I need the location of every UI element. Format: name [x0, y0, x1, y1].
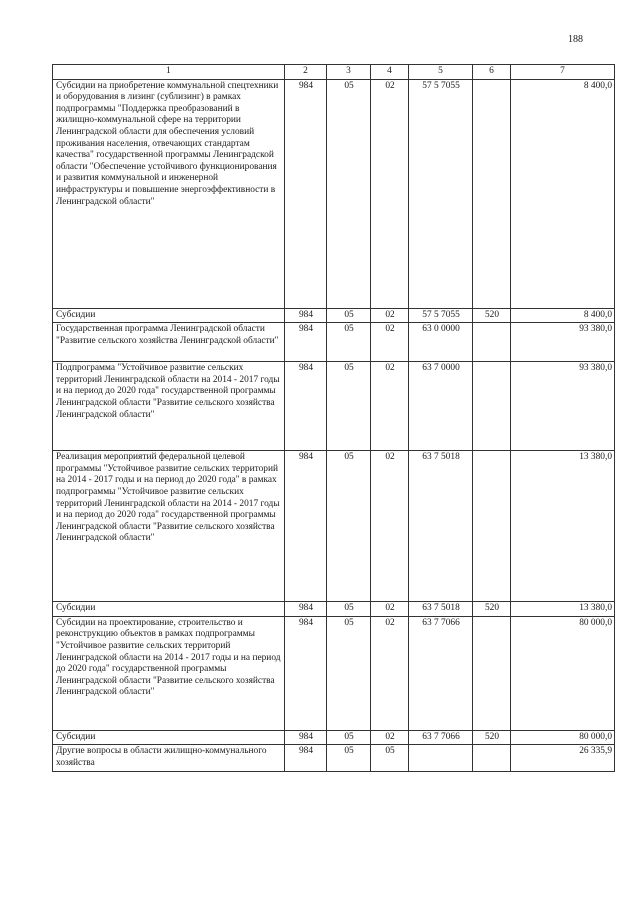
subsection-cell: 02 — [371, 323, 409, 362]
amount-cell: 93 380,0 — [511, 362, 615, 451]
header-col-6: 6 — [473, 65, 511, 80]
grbs-cell: 984 — [285, 451, 327, 602]
subsection-cell: 02 — [371, 362, 409, 451]
subsection-cell: 02 — [371, 451, 409, 602]
header-row — [53, 65, 615, 80]
section-cell: 05 — [327, 451, 371, 602]
target-item-cell: 63 7 0000 — [409, 362, 473, 451]
section-cell: 05 — [327, 616, 371, 730]
grbs-cell: 984 — [285, 602, 327, 617]
header-col-4: 4 — [371, 65, 409, 80]
amount-cell: 8 400,0 — [511, 308, 615, 323]
subsection-cell: 02 — [371, 602, 409, 617]
table-row — [53, 308, 615, 323]
expense-type-cell — [473, 323, 511, 362]
section-cell: 05 — [327, 79, 371, 308]
amount-cell: 13 380,0 — [511, 451, 615, 602]
header-col-5: 5 — [409, 65, 473, 80]
target-item-cell: 57 5 7055 — [409, 79, 473, 308]
target-item-cell — [409, 745, 473, 771]
table-row — [53, 79, 615, 308]
section-cell: 05 — [327, 602, 371, 617]
grbs-cell: 984 — [285, 79, 327, 308]
header-col-3: 3 — [327, 65, 371, 80]
grbs-cell: 984 — [285, 362, 327, 451]
expense-type-cell — [473, 79, 511, 308]
row-name-cell: Государственная программа Ленинградской области "Развитие сельского хозяйства Ленинградской области" — [53, 323, 285, 362]
row-name-cell: Субсидии на приобретение коммунальной спецтехники и оборудования в лизинг (сублизинг) в рамках подпрограммы "Поддержка преобразований в жилищно-коммунальной сфере на территории Ленинградской области для обеспечения условий проживания населения, отвечающих стандартам качества" государственной программы Ленинградской области "Обеспечение устойчивого функционирования и развития коммунальной и инженерной инфраструктуры и повышение энергоэффективности в Ленинградской области" — [53, 79, 285, 308]
row-name-cell: Субсидии — [53, 730, 285, 745]
section-cell: 05 — [327, 745, 371, 771]
expense-type-cell — [473, 362, 511, 451]
table-row — [53, 616, 615, 730]
budget-table — [52, 64, 615, 772]
amount-cell: 80 000,0 — [511, 730, 615, 745]
expense-type-cell: 520 — [473, 602, 511, 617]
grbs-cell: 984 — [285, 323, 327, 362]
amount-cell: 80 000,0 — [511, 616, 615, 730]
table-row — [53, 323, 615, 362]
expense-type-cell — [473, 616, 511, 730]
row-name-cell: Реализация мероприятий федеральной целевой программы "Устойчивое развитие сельских территорий на 2014 - 2017 годы и на период до 2020 года" в рамках подпрограммы "Устойчивое развитие сельских территорий Ленинградской области на 2014 - 2017 годы и на период до 2020 года" государственной программы Ленинградской области "Развитие сельского хозяйства Ленинградской области" — [53, 451, 285, 602]
subsection-cell: 02 — [371, 308, 409, 323]
subsection-cell: 02 — [371, 730, 409, 745]
row-name-cell: Другие вопросы в области жилищно-коммунального хозяйства — [53, 745, 285, 771]
section-cell: 05 — [327, 730, 371, 745]
table-row — [53, 745, 615, 771]
target-item-cell: 63 7 7066 — [409, 730, 473, 745]
subsection-cell: 02 — [371, 616, 409, 730]
row-name-cell: Субсидии — [53, 602, 285, 617]
table-row — [53, 451, 615, 602]
row-name-cell: Подпрограмма "Устойчивое развитие сельских территорий Ленинградской области на 2014 - 2017 годы и на период до 2020 года" государственной программы Ленинградской области "Развитие сельского хозяйства Ленинградской области" — [53, 362, 285, 451]
amount-cell: 8 400,0 — [511, 79, 615, 308]
subsection-cell: 05 — [371, 745, 409, 771]
section-cell: 05 — [327, 308, 371, 323]
header-col-7: 7 — [511, 65, 615, 80]
page-number: 188 — [568, 34, 583, 45]
amount-cell: 93 380,0 — [511, 323, 615, 362]
target-item-cell: 63 7 5018 — [409, 451, 473, 602]
target-item-cell: 63 7 7066 — [409, 616, 473, 730]
grbs-cell: 984 — [285, 308, 327, 323]
grbs-cell: 984 — [285, 616, 327, 730]
expense-type-cell: 520 — [473, 308, 511, 323]
section-cell: 05 — [327, 323, 371, 362]
grbs-cell: 984 — [285, 745, 327, 771]
target-item-cell: 63 7 5018 — [409, 602, 473, 617]
expense-type-cell — [473, 745, 511, 771]
expense-type-cell: 520 — [473, 730, 511, 745]
header-col-1: 1 — [53, 65, 285, 80]
table-row — [53, 730, 615, 745]
amount-cell: 26 335,9 — [511, 745, 615, 771]
grbs-cell: 984 — [285, 730, 327, 745]
table-row — [53, 602, 615, 617]
header-col-2: 2 — [285, 65, 327, 80]
row-name-cell: Субсидии — [53, 308, 285, 323]
row-name-cell: Субсидии на проектирование, строительство и реконструкцию объектов в рамках подпрограммы "Устойчивое развитие сельских территорий Ленинградской области на 2014 - 2017 годы и на период до 2020 года" государственной программы Ленинградской области "Развитие сельского хозяйства Ленинградской области" — [53, 616, 285, 730]
section-cell: 05 — [327, 362, 371, 451]
target-item-cell: 57 5 7055 — [409, 308, 473, 323]
amount-cell: 13 380,0 — [511, 602, 615, 617]
table-row — [53, 362, 615, 451]
target-item-cell: 63 0 0000 — [409, 323, 473, 362]
subsection-cell: 02 — [371, 79, 409, 308]
expense-type-cell — [473, 451, 511, 602]
